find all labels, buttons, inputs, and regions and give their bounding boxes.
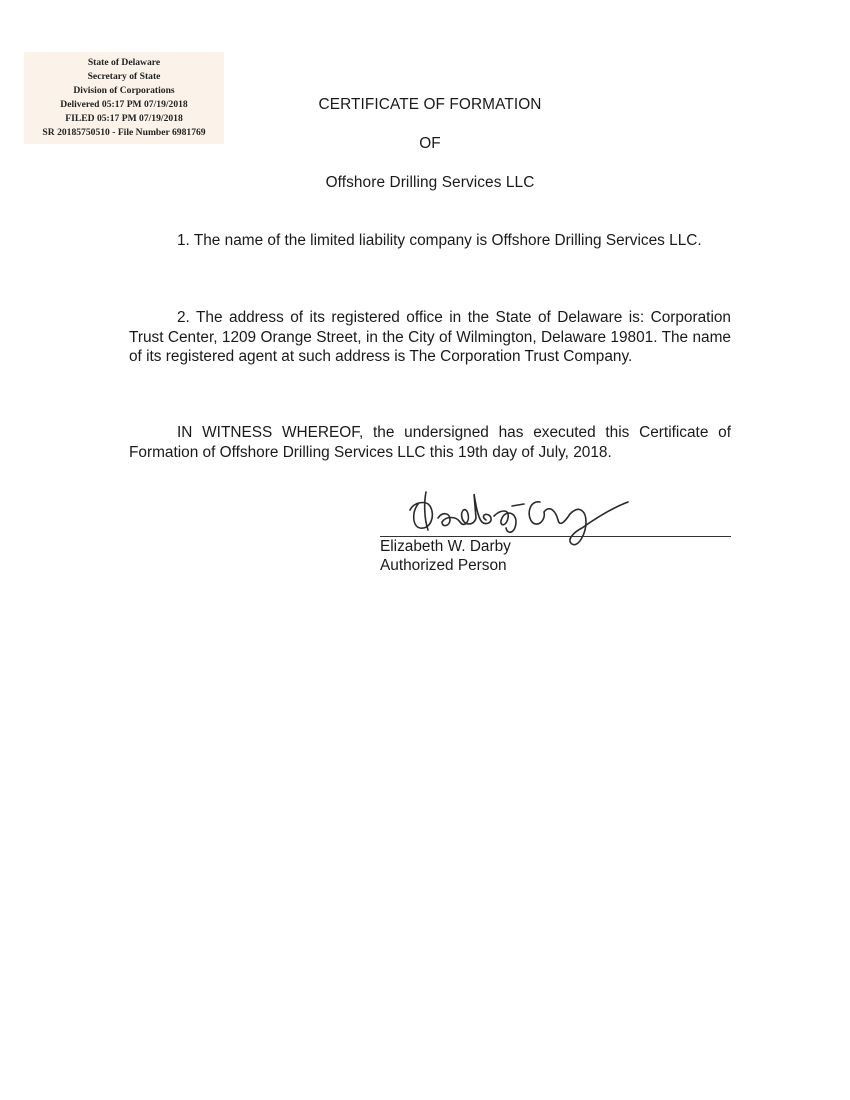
signature-line xyxy=(380,536,731,537)
signer-name: Elizabeth W. Darby xyxy=(380,538,511,555)
stamp-line-division: Division of Corporations xyxy=(73,85,175,96)
signature-block xyxy=(380,480,731,580)
witness-text: IN WITNESS WHEREOF, the undersigned has executed this Certificate of Formation of Offshore Drilling Services LLC this 19th day of July, 2018. xyxy=(129,424,731,461)
document-title: CERTIFICATE OF FORMATION xyxy=(318,96,542,113)
paragraph-1-text: 1. The name of the limited liability company is Offshore Drilling Services LLC. xyxy=(177,232,702,249)
stamp-line-secretary: Secretary of State xyxy=(87,71,161,82)
stamp-line-file-number: SR 20185750510 - File Number 6981769 xyxy=(42,127,206,138)
paragraph-company-name xyxy=(129,231,731,251)
paragraph-registered-office xyxy=(129,308,731,367)
stamp-line-delivered: Delivered 05:17 PM 07/19/2018 xyxy=(60,99,188,110)
document-of-line: OF xyxy=(419,135,441,152)
paragraph-witness xyxy=(129,423,731,462)
stamp-line-filed: FILED 05:17 PM 07/19/2018 xyxy=(65,113,183,124)
signer-title: Authorized Person xyxy=(380,557,507,574)
paragraph-2-text: 2. The address of its registered office in the State of Delaware is: Corporation Trust Center, 1209 Orange Street, in the City of Wilmington, Delaware 19801. The name of its registered agent at such address is The Corporation Trust Company. xyxy=(129,309,731,365)
stamp-line-state: State of Delaware xyxy=(87,57,161,68)
document-company-name: Offshore Drilling Services LLC xyxy=(325,174,535,191)
